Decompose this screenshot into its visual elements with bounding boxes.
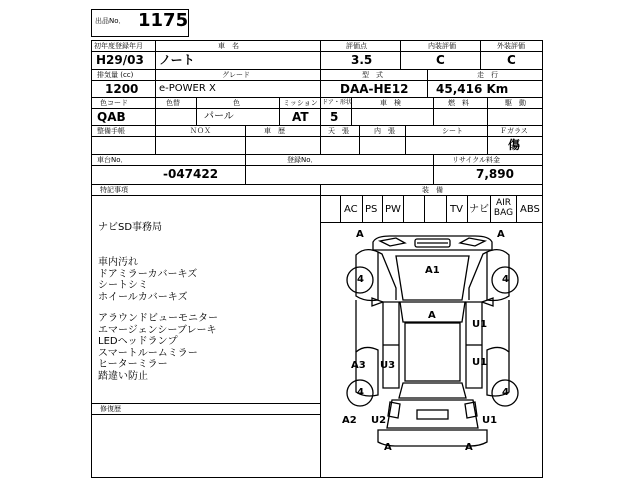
- drive-label: 駆 動: [505, 99, 526, 107]
- equip-pw: PW: [385, 204, 401, 215]
- interior-score-value: C: [436, 53, 445, 67]
- damage-mark: A: [356, 229, 364, 240]
- damage-mark: A3: [351, 360, 366, 371]
- equip-airbag: AIR BAG: [493, 198, 514, 218]
- year-value: H29/03: [96, 53, 144, 67]
- front-glass-label: Ｆガラス: [500, 127, 528, 135]
- notes-label: 特記事項: [100, 186, 128, 194]
- seat-label: シート: [442, 127, 463, 135]
- equip-tv: TV: [450, 204, 463, 215]
- color-label: 色: [233, 99, 240, 107]
- fuel-label: 燃 料: [448, 99, 469, 107]
- note-line: エマージェンシーブレーキ: [98, 324, 217, 336]
- model-label: 型 式: [362, 71, 383, 79]
- color-code-value: QAB: [97, 110, 126, 124]
- color-value: パール: [204, 111, 234, 122]
- lot-number: 1175: [138, 10, 189, 31]
- damage-mark: 4: [502, 274, 509, 285]
- doors-value: 5: [330, 110, 339, 124]
- doors-label: ドア・形状: [322, 99, 352, 106]
- note-line: スマートルームミラー: [98, 347, 198, 359]
- transmission-value: AT: [292, 110, 309, 124]
- car-name-value: ノート: [159, 53, 195, 67]
- color-change-label: 色替: [166, 99, 180, 107]
- note-line: LEDヘッドランプ: [98, 336, 178, 347]
- score-label: 評価点: [346, 42, 367, 50]
- car-name-label: 車 名: [218, 42, 239, 50]
- transmission-label: ミッション: [283, 99, 318, 107]
- grade-value: e-POWER X: [159, 83, 216, 94]
- damage-mark: A: [465, 442, 473, 453]
- chassis-label: 車台No．: [97, 156, 128, 164]
- note-line: 踏違い防止: [98, 370, 148, 382]
- damage-mark: U3: [380, 360, 396, 371]
- roof-lining-label: 天 張: [328, 127, 349, 135]
- note-line: ヒーターミラー: [98, 359, 168, 370]
- recycle-fee-label: リサイクル料金: [452, 156, 501, 164]
- note-line-navi: ナビSD事務局: [98, 222, 163, 233]
- damage-mark: 4: [502, 387, 509, 398]
- color-code-label: 色コード: [100, 99, 128, 107]
- equipment-label: 装 備: [422, 186, 443, 194]
- damage-mark: A2: [342, 415, 357, 426]
- displacement-label: 排気量 (cc): [97, 71, 134, 79]
- lot-number-label: 出品No．: [95, 17, 126, 25]
- history-label: 車 歴: [264, 127, 285, 135]
- interior-score-label: 内装評価: [428, 42, 456, 50]
- note-line: シートシミ: [98, 280, 148, 291]
- equip-navi: ナビ: [469, 204, 489, 215]
- damage-mark: U1: [472, 357, 488, 368]
- damage-mark: A: [384, 442, 392, 453]
- damage-mark: U1: [472, 319, 488, 330]
- note-line: ホイールカバーキズ: [98, 291, 188, 303]
- mileage-label: 走 行: [477, 71, 498, 79]
- exterior-score-value: C: [507, 53, 516, 67]
- note-line: 車内汚れ: [98, 257, 138, 268]
- damage-mark: U1: [482, 415, 498, 426]
- year-label: 初年度登録年月: [94, 42, 143, 50]
- equip-ac: AC: [344, 204, 358, 215]
- grade-label: グレード: [222, 71, 250, 79]
- registration-label: 登録No．: [287, 156, 318, 164]
- nox-label: ＮＯＸ: [190, 127, 211, 135]
- model-value: DAA-HE12: [340, 82, 409, 96]
- damage-mark: A: [428, 310, 436, 321]
- damage-mark: 4: [357, 274, 364, 285]
- service-book-label: 整備手帳: [97, 127, 125, 135]
- equip-ps: PS: [365, 204, 378, 215]
- recycle-fee-value: 7,890: [476, 167, 514, 181]
- exterior-score-label: 外装評価: [497, 42, 525, 50]
- front-glass-value: 傷: [508, 138, 521, 152]
- damage-mark: U2: [371, 415, 387, 426]
- displacement-value: 1200: [105, 82, 139, 96]
- note-line: ドアミラーカバーキズ: [98, 268, 198, 280]
- inspection-label: 車 検: [380, 99, 401, 107]
- score-value: 3.5: [351, 53, 373, 67]
- mileage-value: 45,416 Km: [436, 82, 509, 96]
- equip-abs: ABS: [520, 204, 540, 215]
- damage-mark: A: [497, 229, 505, 240]
- interior-lining-label: 内 張: [374, 127, 395, 135]
- damage-mark: A1: [425, 265, 440, 276]
- repair-history-label: 修復歴: [100, 405, 121, 413]
- chassis-value: -047422: [163, 167, 219, 181]
- note-line: アラウンドビューモニター: [98, 313, 218, 324]
- damage-mark: 4: [357, 387, 364, 398]
